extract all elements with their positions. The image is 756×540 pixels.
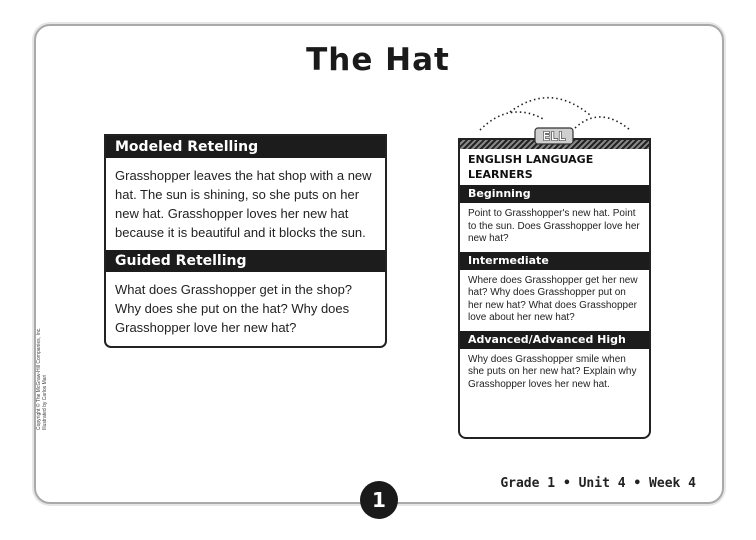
intermediate-text: Where does Grasshopper get her new hat? Why does Grasshopper put on her new hat? What does Grasshopper love about her new hat? [468, 274, 638, 323]
grade-unit-week: Grade 1 • Unit 4 • Week 4 [500, 476, 696, 491]
illustrator-line: Illustrated by Carlos Mari [42, 374, 48, 430]
beginning-text: Point to Grasshopper's new hat. Point to the sun. Does Grasshopper love her new hat? [468, 208, 640, 244]
page-title: The Hat [306, 42, 450, 78]
ell-title: ENGLISH LANGUAGE LEARNERS [468, 153, 594, 181]
retelling-card [104, 134, 387, 348]
intermediate-heading: Intermediate [460, 252, 649, 270]
page-number: 1 [360, 481, 398, 519]
copyright-notice [36, 310, 48, 430]
modeled-retelling-text: Grasshopper leaves the hat shop with a new hat. The sun is shining, so she puts on her new hat. Grasshopper loves her new hat because it is beautiful and it blocks the sun. [115, 168, 372, 240]
ell-badge-label: ELL [542, 129, 566, 144]
guided-retelling-heading: Guided Retelling [106, 250, 385, 272]
guided-retelling-text: What does Grasshopper get in the shop? Why does she put on the hat? Why does Grasshopper love her new hat? [115, 282, 353, 335]
advanced-text: Why does Grasshopper smile when she puts on her new hat? Explain why Grasshopper loves her new hat. [468, 353, 637, 390]
modeled-retelling-heading: Modeled Retelling [106, 136, 385, 158]
copyright-line: Copyright © The McGraw-Hill Companies, Inc. [36, 327, 42, 430]
advanced-heading: Advanced/Advanced High [460, 331, 649, 349]
ell-badge-icon [534, 127, 574, 145]
ell-card [458, 138, 651, 439]
beginning-heading: Beginning [460, 185, 649, 203]
